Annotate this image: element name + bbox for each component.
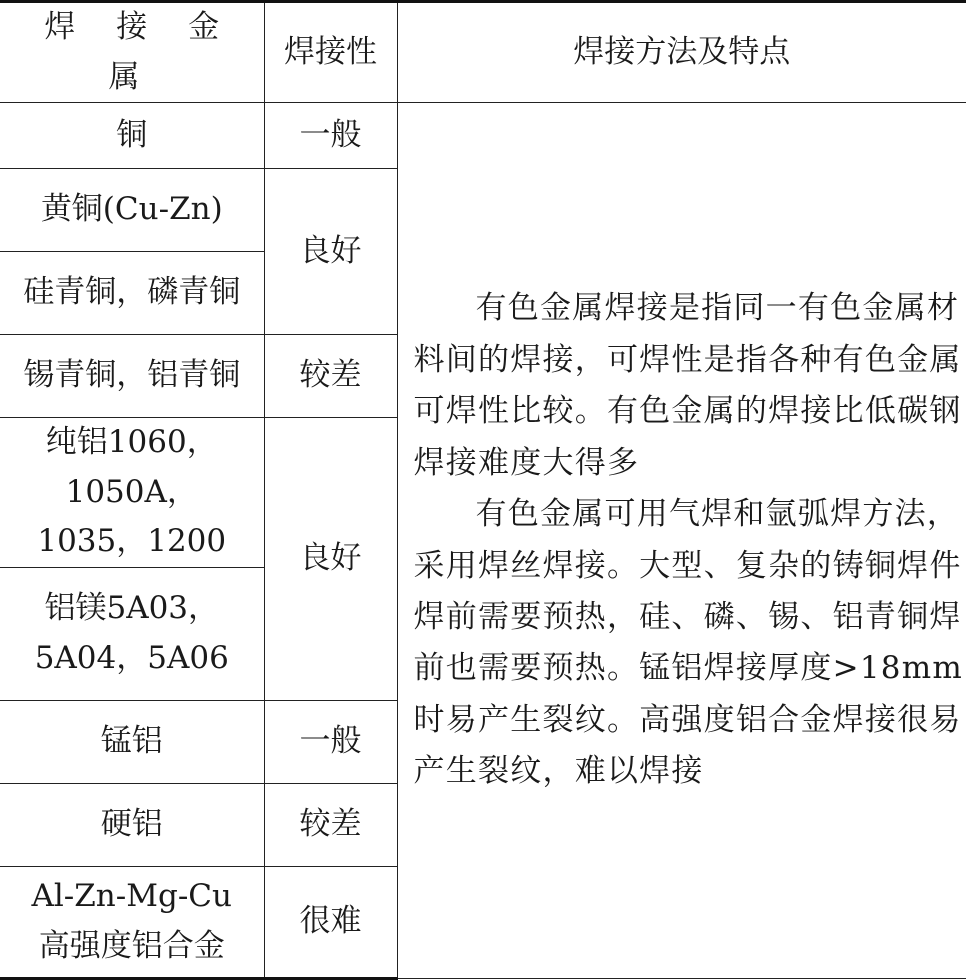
metal-cell [0,866,264,978]
metal-cell: 黄铜(Cu-Zn) [0,169,264,252]
weldability-cell: 很难 [264,866,397,978]
description-cell [397,103,966,979]
description-paragraph-1: 有色金属焊接是指同一有色金属材料间的焊接，可焊性是指各种有色金属可焊性比较。有色金属的焊接比低碳钢焊接难度大得多 [414,283,966,489]
metal-line: 高强度铝合金 [0,922,264,972]
table-row [0,103,966,169]
weldability-cell: 较差 [264,335,397,418]
metal-cell [0,567,264,700]
header-weldability: 焊接性 [264,2,397,103]
header-method: 焊接方法及特点 [397,2,966,103]
metal-cell: 硅青铜，磷青铜 [0,252,264,335]
metal-cell: 锰铝 [0,700,264,783]
metal-line: Al-Zn-Mg-Cu [0,872,264,922]
metal-line: 纯铝1060，1050A， [0,418,264,517]
metal-line: 5A04，5A06 [0,634,264,684]
metal-cell: 铜 [0,103,264,169]
metal-cell [0,418,264,568]
header-metal-label: 焊 接 金 属 [29,9,235,95]
weldability-cell: 一般 [264,700,397,783]
weldability-cell: 一般 [264,103,397,169]
description-paragraph-2: 有色金属可用气焊和氩弧焊方法，采用焊丝焊接。大型、复杂的铸铜焊件焊前需要预热，硅、磷、锡、铝青铜焊前也需要预热。锰铝焊接厚度>18mm时易产生裂纹。高强度铝合金焊接很易产生裂纹，难以焊接 [414,489,966,798]
weldability-cell: 良好 [264,418,397,701]
table-header-row [0,2,966,103]
metal-cell: 锡青铜，铝青铜 [0,335,264,418]
weldability-cell: 良好 [264,169,397,335]
metal-line: 铝镁5A03， [0,584,264,634]
metal-line: 1035，1200 [0,517,264,567]
weldability-cell: 较差 [264,783,397,866]
metal-cell: 硬铝 [0,783,264,866]
header-metal [0,2,264,103]
